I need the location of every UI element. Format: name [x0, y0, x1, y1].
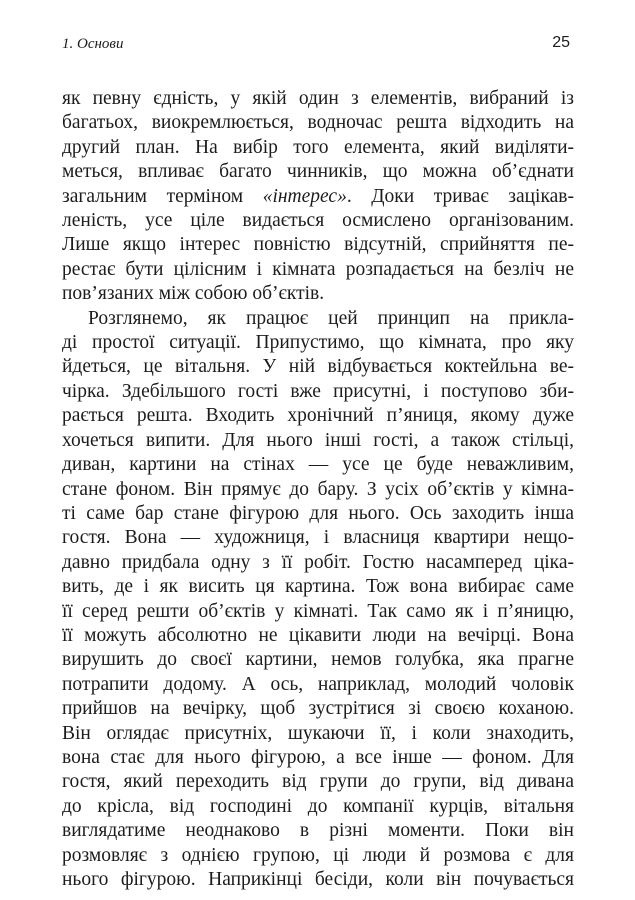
text-line: Розглянемо, як працює цей принцип на прикла- — [88, 307, 574, 329]
text-line: прийшов на вечірку, щоб зустрітися зі своєю коханою. — [62, 698, 574, 720]
text-line: леність, усе ціле видається осмислено організованим. — [62, 210, 574, 232]
page-number: 25 — [552, 34, 570, 51]
text-line: нього фігурою. Наприкінці бесіди, коли він почувається — [62, 869, 574, 890]
text-line: гостя, який переходить від групи до групи, від дивана — [62, 771, 574, 793]
text-line: гостя. Вона — художниця, і власниця квартири нещо- — [62, 527, 574, 549]
text-line: потрапити додому. А ось, наприклад, молодий чоловік — [62, 673, 574, 695]
text-line: йдеться, це вітальня. У ній відбувається коктейльна ве- — [62, 356, 574, 378]
text-line: ті саме бар стане фігурою для нього. Ось заходить інша — [62, 502, 574, 524]
text-line: вирушить до своєї картини, немов голубка, яка прагне — [62, 649, 574, 671]
text-line: давно придбала одну з її робіт. Гостю насамперед ціка- — [62, 551, 574, 573]
text-line: меться, впливає багато чинників, що можна об’єднати — [62, 161, 574, 183]
text-line: пов’язаних між собою об’єктів. — [62, 283, 325, 305]
text-line: розмовляє з однією групою, ці люди й розмова є для — [62, 844, 574, 866]
text-line: її серед решти об’єктів у кімнаті. Так само як і п’яницю, — [62, 600, 574, 622]
text-line: вить, де і як висить ця картина. Тож вона вибирає саме — [62, 576, 574, 598]
text-line: другий план. На вибір того елемента, який виділяти- — [62, 136, 574, 158]
text-line: рається решта. Входить хронічний п’яниця, якому дуже — [62, 405, 574, 427]
text-line: загальним терміном «інтерес». Доки триває зацікав- — [62, 185, 574, 207]
text-line: багатьох, виокремлюється, водночас решта відходить на — [62, 112, 574, 134]
body-text — [62, 87, 574, 892]
text-line: виглядатиме неоднаково в різні моменти. Поки він — [62, 820, 574, 842]
text-line: її можуть абсолютно не цікавити люди на вечірці. Вона — [62, 624, 574, 646]
text-line: ді простої ситуації. Припустимо, що кімната, про яку — [62, 332, 574, 354]
text-line: Лише якщо інтерес повністю відсутній, сприйняття пе- — [62, 234, 574, 256]
text-line: диван, картини на стінах — усе це буде неважливим, — [62, 454, 574, 476]
running-head: 1. Основи — [62, 36, 124, 52]
text-line: стане фоном. Він прямує до бару. З усіх об’єктів у кімна- — [62, 478, 574, 500]
text-line: як певну єдність, у якій один з елементів, вибраний із — [62, 88, 574, 109]
text-line: вона стає для нього фігурою, а все інше — фоном. Для — [62, 746, 574, 768]
text-line: чірка. Здебільшого гості вже присутні, і поступово зби- — [62, 380, 574, 402]
text-line: до крісла, від господині до компанії курців, вітальня — [62, 795, 574, 817]
text-line: Він оглядає присутніх, шукаючи її, і коли знаходить, — [62, 722, 574, 744]
text-line: рестає бути цілісним і кімната розпадається на безліч не — [62, 258, 574, 280]
text-line: хочеться випити. Для нього інші гості, а також стільці, — [62, 429, 574, 451]
emphasis-term: «інтерес» — [262, 185, 347, 207]
